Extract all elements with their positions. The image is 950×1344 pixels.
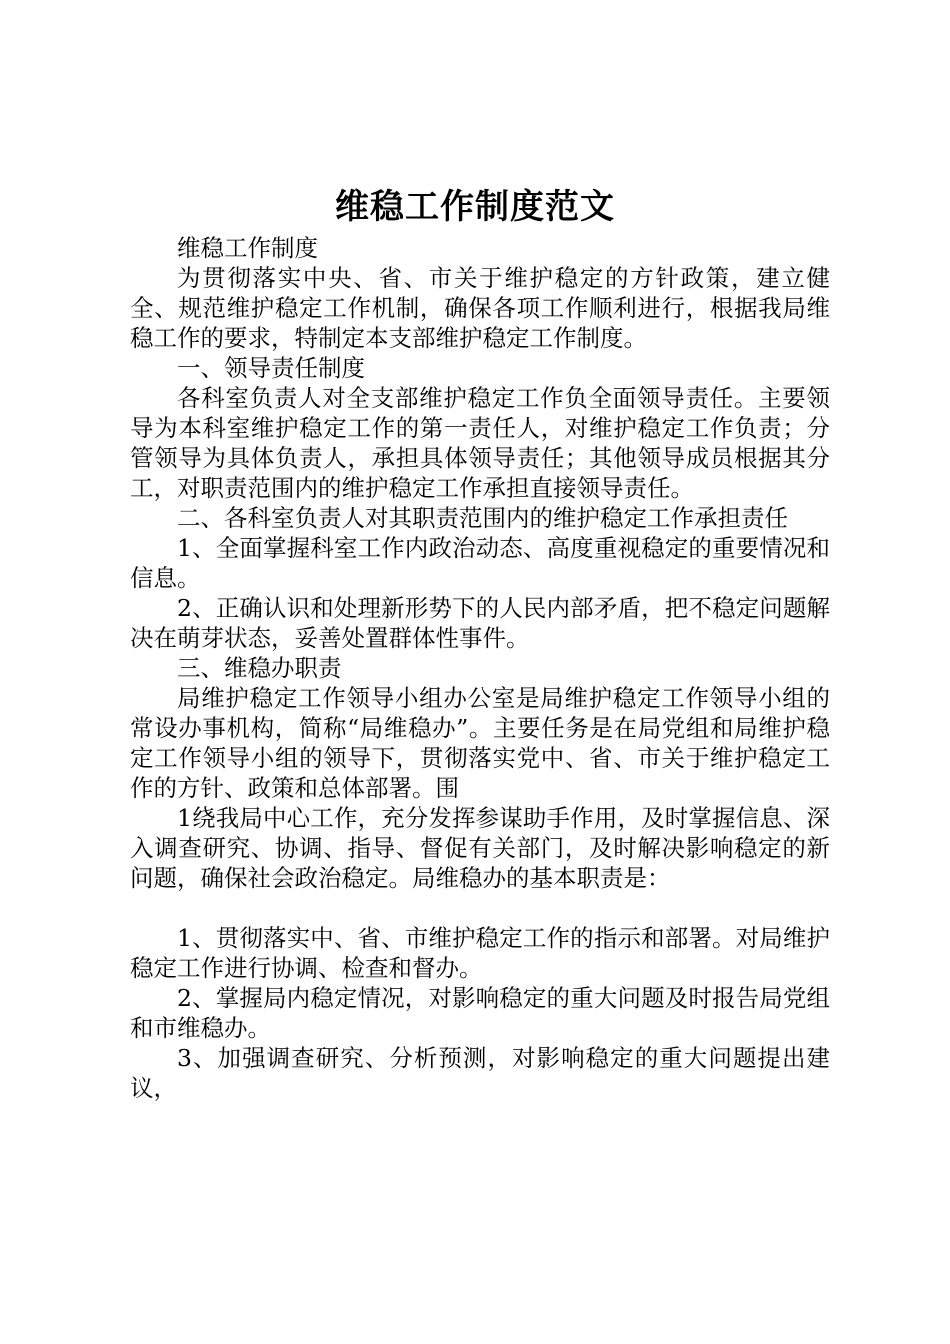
- list-item-3-1: 1、贯彻落实中、省、市维护稳定工作的指示和部署。对局维护稳定工作进行协调、检查和督办。: [130, 924, 830, 982]
- paragraph-subtitle: 维稳工作制度: [177, 234, 318, 262]
- document-body: [130, 233, 830, 1103]
- list-item-2-2: 2、正确认识和处理新形势下的人民内部矛盾，把不稳定问题解决在萌芽状态，妥善处置群体性事件。: [130, 594, 830, 652]
- section-heading-3: 三、维稳办职责: [177, 654, 342, 682]
- paragraph-office-duties: 1绕我局中心工作，充分发挥参谋助手作用，及时掌握信息、深入调查研究、协调、指导、督促有关部门，及时解决影响稳定的新问题，确保社会政治稳定。局维稳办的基本职责是：: [130, 804, 830, 892]
- paragraph-office: 局维护稳定工作领导小组办公室是局维护稳定工作领导小组的常设办事机构，简称“局维稳办”。主要任务是在局党组和局维护稳定工作领导小组的领导下，贯彻落实党中、省、市关于维护稳定工作的方针、政策和总体部署。围: [130, 684, 830, 802]
- paragraph-intro: 为贯彻落实中央、省、市关于维护稳定的方针政策，建立健全、规范维护稳定工作机制，确保各项工作顺利进行，根据我局维稳工作的要求，特制定本支部维护稳定工作制度。: [130, 264, 830, 352]
- document-title: 维稳工作制度范文: [335, 187, 615, 227]
- list-item-2-1: 1、全面掌握科室工作内政治动态、高度重视稳定的重要情况和信息。: [130, 534, 830, 592]
- section-heading-2: 二、各科室负责人对其职责范围内的维护稳定工作承担责任: [177, 504, 788, 532]
- list-item-3-2: 2、掌握局内稳定情况，对影响稳定的重大问题及时报告局党组和市维稳办。: [130, 984, 830, 1042]
- paragraph-leadership: 各科室负责人对全支部维护稳定工作负全面领导责任。主要领导为本科室维护稳定工作的第一责任人，对维护稳定工作负责；分管领导为具体负责人，承担具体领导责任；其他领导成员根据其分工，对职责范围内的维护稳定工作承担直接领导责任。: [130, 384, 830, 502]
- list-item-3-3: 3、加强调查研究、分析预测，对影响稳定的重大问题提出建议，: [130, 1044, 830, 1102]
- section-heading-1: 一、领导责任制度: [177, 354, 365, 382]
